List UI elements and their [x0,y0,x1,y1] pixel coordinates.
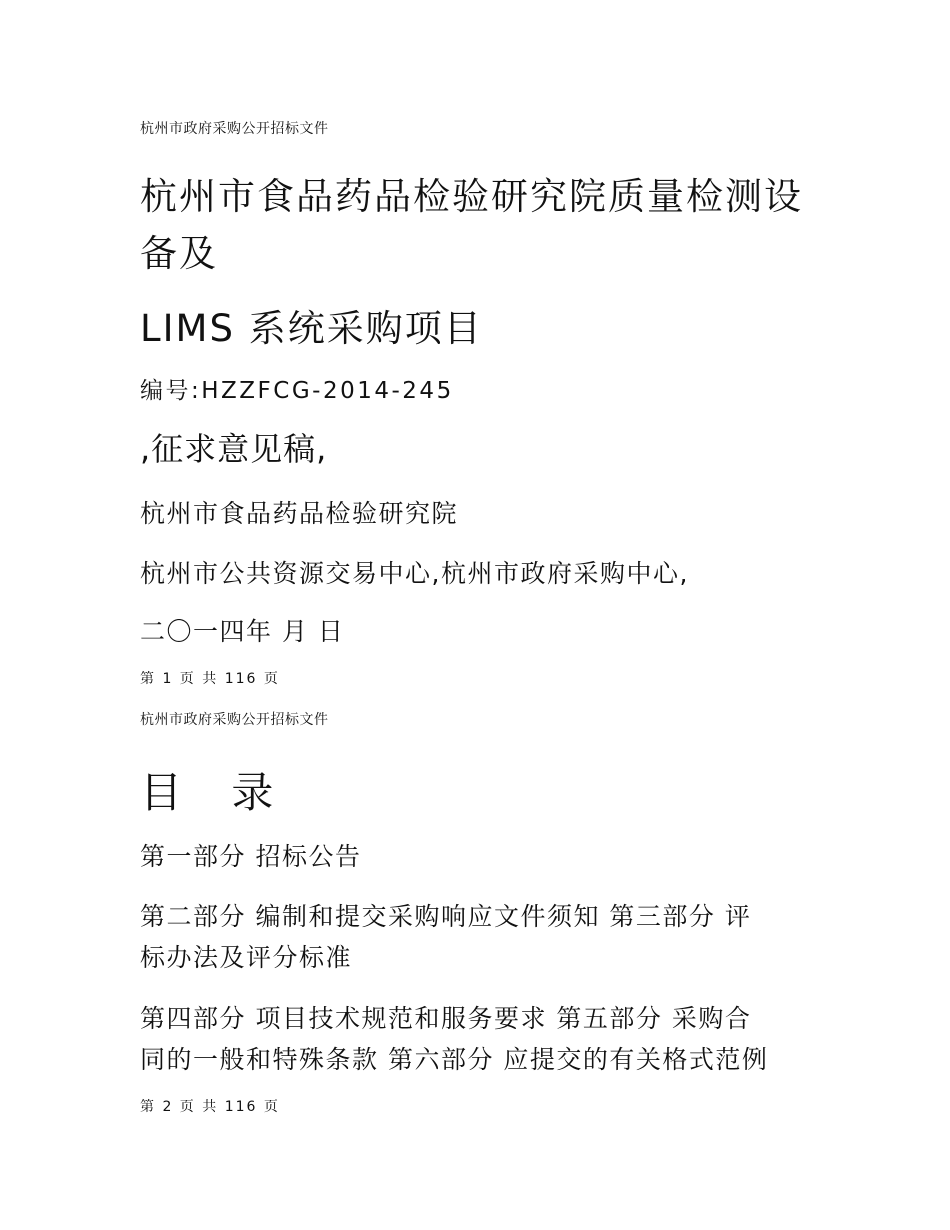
toc-line: 标办法及评分标准 [140,943,353,972]
purchaser-name: 杭州市食品药品检验研究院 [140,499,459,528]
page-footer-2: 第 2 页 共 116 页 [140,1099,280,1115]
toc-title: 目 录 [140,768,292,817]
document-header-2: 杭州市政府采购公开招标文件 [140,712,329,728]
draft-note: ,征求意见稿, [140,430,328,468]
project-title-line-3: LIMS 系统采购项目 [140,307,483,350]
toc-line: 同的一般和特殊条款 第六部分 应提交的有关格式范例 [140,1045,769,1074]
project-title-line-1: 杭州市食品药品检验研究院质量检测设 [140,175,803,218]
document-header: 杭州市政府采购公开招标文件 [140,121,329,137]
page-footer-1: 第 1 页 共 116 页 [140,671,280,687]
toc-line: 第二部分 编制和提交采购响应文件须知 第三部分 评 [140,902,752,931]
project-title-line-2: 备及 [140,232,218,275]
toc-line: 第四部分 项目技术规范和服务要求 第五部分 采购合 [140,1004,752,1033]
agency-name: 杭州市公共资源交易中心,杭州市政府采购中心, [140,559,689,588]
project-number: 编号:HZZFCG-2014-245 [140,378,454,404]
toc-line: 第一部分 招标公告 [140,842,362,871]
document-date: 二〇一四年 月 日 [140,617,345,646]
